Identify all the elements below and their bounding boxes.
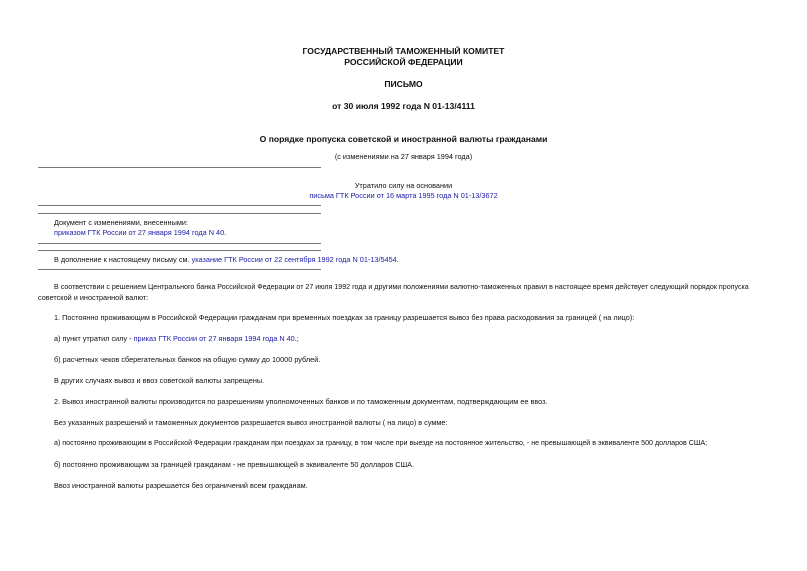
addition-link[interactable]: указание ГТК России от 22 сентября 1992 года N 01-13/5454 <box>191 255 397 264</box>
addition-line <box>54 255 399 264</box>
lost-force-link[interactable]: письма ГТК России от 16 марта 1995 года N 01-13/3672 <box>309 191 498 200</box>
amendments-suffix: . <box>224 228 227 237</box>
paragraph-1b: б) расчетных чеков сберегательных банков на общую сумму до 10000 рублей. <box>54 355 321 364</box>
paragraph-2: 2. Вывоз иностранной валюты производится по разрешениям уполномоченных банков и по таможенным документам, подтверждающим ее ввоз. <box>54 397 548 406</box>
divider <box>38 213 321 214</box>
changes-note: (с изменениями на 27 января 1994 года) <box>334 152 473 161</box>
agency-name-line1: ГОСУДАРСТВЕННЫЙ ТАМОЖЕННЫЙ КОМИТЕТ <box>302 46 505 56</box>
paragraph-1: 1. Постоянно проживающим в Российской Федерации гражданам при временных поездках за границу разрешается вывоз без права расходования за границей ( на лицо): <box>54 313 635 322</box>
agency-name-line2: РОССИЙСКОЙ ФЕДЕРАЦИИ <box>344 57 463 67</box>
paragraph-1a-link[interactable]: приказ ГТК России от 27 января 1994 года N 40 <box>133 334 295 343</box>
amendments-line <box>54 228 226 237</box>
paragraph-1a-prefix: а) пункт утратил силу - <box>54 334 134 343</box>
document-title: О порядке пропуска советской и иностранной валюты гражданами <box>259 134 548 144</box>
divider <box>38 167 321 168</box>
addition-suffix: . <box>396 255 399 264</box>
divider <box>38 269 321 270</box>
amendments-link[interactable]: приказом ГТК России от 27 января 1994 года N 40 <box>54 228 225 237</box>
intro-line-1: В соответствии с решением Центрального банка Российской Федерации от 27 июля 1992 года и другими положениями валютно-таможенных правил в настоящее время действует следующий порядок пропуска <box>54 283 749 291</box>
paragraph-1a <box>54 334 299 343</box>
document-date-number: от 30 июля 1992 года N 01-13/4111 <box>332 101 475 111</box>
divider <box>38 243 321 244</box>
document-type: ПИСЬМО <box>384 79 423 89</box>
divider <box>38 205 321 206</box>
divider <box>38 250 321 251</box>
paragraph-4: Ввоз иностранной валюты разрешается без ограничений всем гражданам. <box>54 481 308 490</box>
paragraph-3b: б) постоянно проживающим за границей гражданам - не превышающей в эквиваленте 50 долларов США. <box>54 460 415 469</box>
addition-prefix: В дополнение к настоящему письму см. <box>54 255 192 264</box>
paragraph-3a: а) постоянно проживающим в Российской Федерации гражданам при поездках за границу, в том числе при выезде на постоянное жительство, - не превышающей в эквиваленте 500 долларов США; <box>54 439 708 447</box>
paragraph-3: Без указанных разрешений и таможенных документов разрешается вывоз иностранной валюты ( на лицо) в сумме: <box>54 418 448 427</box>
paragraph-1c: В других случаях вывоз и ввоз советской валюты запрещены. <box>54 376 265 385</box>
amendments-label: Документ с изменениями, внесенными: <box>54 218 188 227</box>
lost-force-text: Утратило силу на основании <box>354 181 453 190</box>
intro-line-2: советской и иностранной валют: <box>38 293 149 302</box>
paragraph-1a-suffix: .; <box>294 334 299 343</box>
